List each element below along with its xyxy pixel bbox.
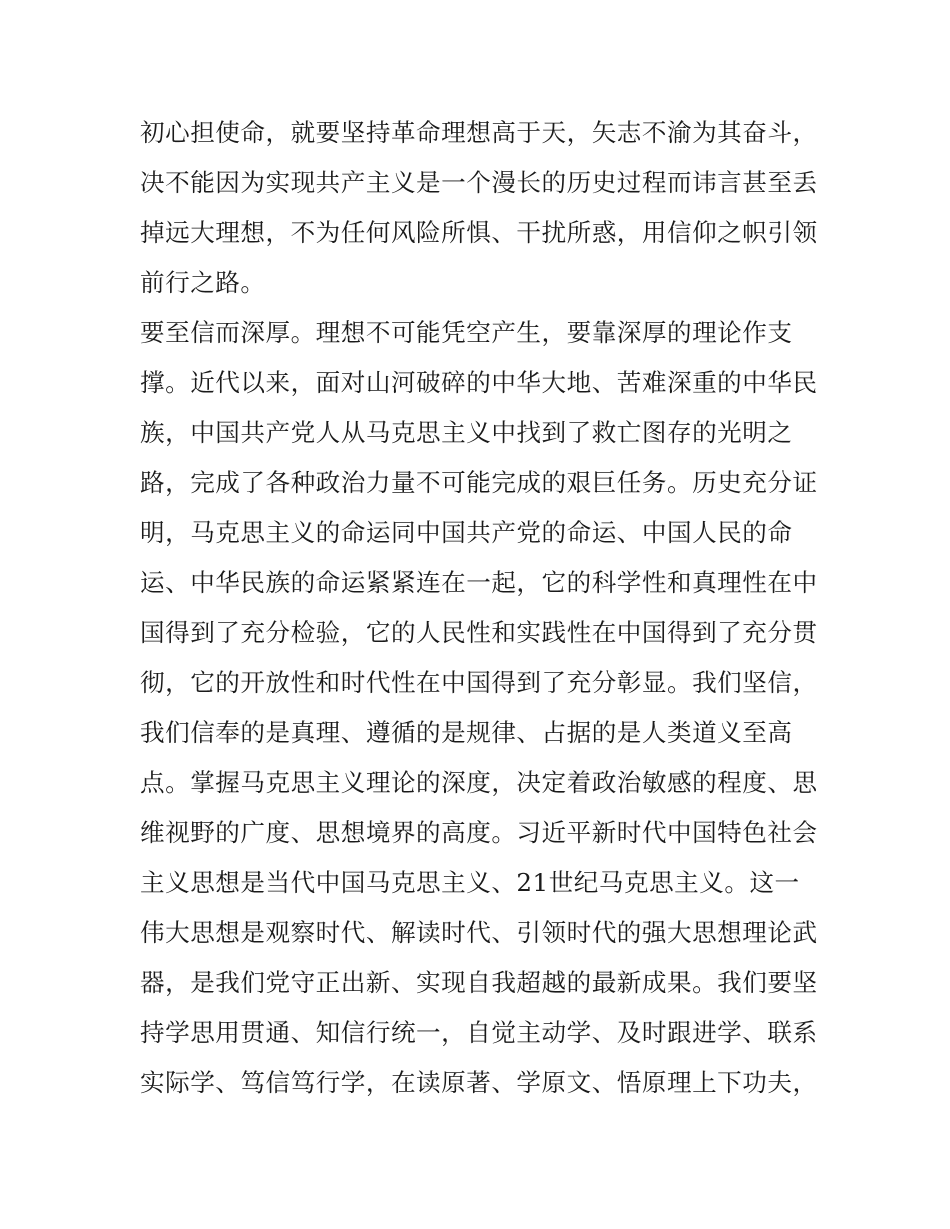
text-line: 维视野的广度、思想境界的高度。习近平新时代中国特色社会 (140, 818, 818, 847)
text-line: 撑。近代以来，面对山河破碎的中华大地、苦难深重的中华民 (140, 368, 818, 397)
text-line: 器，是我们党守正出新、实现自我超越的最新成果。我们要坚 (140, 968, 818, 997)
text-line: 运、中华民族的命运紧紧连在一起，它的科学性和真理性在中 (140, 568, 818, 597)
text-line: 实际学、笃信笃行学，在读原著、学原文、悟原理上下功夫， (140, 1068, 818, 1097)
text-line: 点。掌握马克思主义理论的深度，决定着政治敏感的程度、思 (140, 768, 818, 797)
text-line: 明，马克思主义的命运同中国共产党的命运、中国人民的命 (140, 518, 793, 547)
text-line: 国得到了充分检验，它的人民性和实践性在中国得到了充分贯 (140, 618, 818, 647)
text-line: 族，中国共产党人从马克思主义中找到了救亡图存的光明之 (140, 418, 793, 447)
text-line: 伟大思想是观察时代、解读时代、引领时代的强大思想理论武 (140, 918, 818, 947)
text-line: 掉远大理想，不为任何风险所惧、干扰所惑，用信仰之帜引领 (140, 218, 818, 247)
paragraph-2 (140, 308, 820, 1108)
text-line: 彻，它的开放性和时代性在中国得到了充分彰显。我们坚信， (140, 668, 818, 697)
text-line: 主义思想是当代中国马克思主义、21世纪马克思主义。这一 (140, 868, 800, 897)
text-line: 前行之路。 (140, 268, 266, 297)
text-line: 初心担使命，就要坚持革命理想高于天，矢志不渝为其奋斗， (140, 118, 818, 147)
text-line: 要至信而深厚。理想不可能凭空产生，要靠深厚的理论作支 (140, 318, 793, 347)
text-line: 路，完成了各种政治力量不可能完成的艰巨任务。历史充分证 (140, 468, 818, 497)
text-line: 决不能因为实现共产主义是一个漫长的历史过程而讳言甚至丢 (140, 168, 818, 197)
paragraph-1 (140, 108, 820, 308)
text-line: 我们信奉的是真理、遵循的是规律、占据的是人类道义至高 (140, 718, 793, 747)
body-text (140, 108, 820, 1108)
text-line: 持学思用贯通、知信行统一，自觉主动学、及时跟进学、联系 (140, 1018, 818, 1047)
